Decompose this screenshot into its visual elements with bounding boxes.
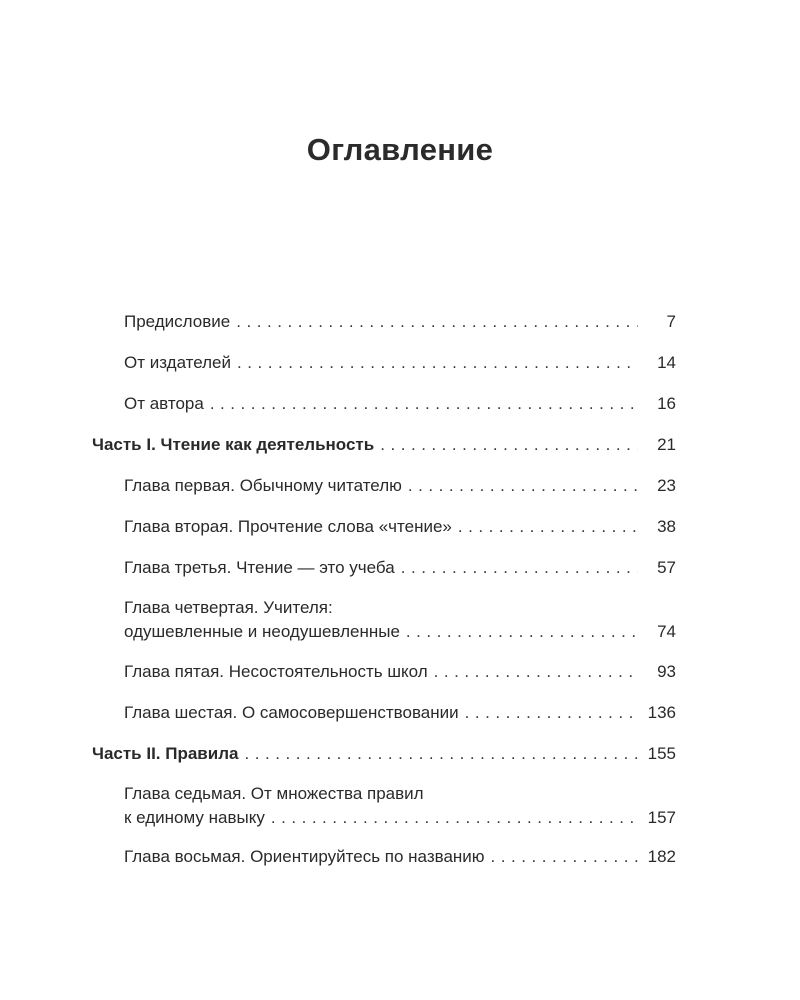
toc-entry-title: Глава восьмая. Ориентируйтесь по названию — [124, 847, 485, 866]
toc-entry-page: 93 — [657, 662, 676, 681]
dot-leader — [406, 620, 638, 644]
dot-leader — [271, 806, 638, 830]
toc-entry-chapter-2[interactable] — [124, 515, 676, 539]
toc-entry-page: 16 — [657, 394, 676, 413]
toc-entry-page: 21 — [657, 435, 676, 454]
toc-entry-title: Предисловие — [124, 312, 231, 331]
toc-entry-page: 23 — [657, 476, 676, 495]
toc-entry-title-line1: Глава четвертая. Учителя: — [124, 598, 333, 617]
dot-leader — [210, 392, 638, 416]
toc-entry-author[interactable] — [124, 392, 676, 416]
toc-entry-preface[interactable] — [124, 310, 676, 334]
toc-entry-chapter-6[interactable] — [124, 701, 676, 725]
dot-leader — [408, 474, 638, 498]
dot-leader — [458, 515, 638, 539]
toc-entry-chapter-7[interactable] — [124, 782, 676, 830]
page-title: Оглавление — [306, 132, 494, 167]
toc-entry-page: 74 — [657, 622, 676, 641]
toc-entry-title: Глава шестая. О самосовершенствовании — [124, 703, 459, 722]
toc-entry-title: От издателей — [124, 353, 232, 372]
toc-entry-page: 157 — [647, 808, 676, 827]
toc-entry-page: 136 — [647, 703, 676, 722]
dot-leader — [380, 433, 638, 457]
toc-entry-publishers[interactable] — [124, 351, 676, 375]
toc-part-2[interactable] — [92, 742, 676, 766]
toc-entry-page: 155 — [647, 744, 676, 763]
toc-entry-chapter-5[interactable] — [124, 660, 676, 684]
toc-entry-chapter-1[interactable] — [124, 474, 676, 498]
toc-entry-title: От автора — [124, 394, 204, 413]
toc-entry-title: Глава первая. Обычному читателю — [124, 476, 402, 495]
toc-entry-chapter-4[interactable] — [124, 596, 676, 644]
toc-entry-page: 38 — [657, 517, 676, 536]
toc-part-title: Часть I. Чтение как деятельность — [92, 435, 375, 454]
toc-entry-title-line2: к единому навыку — [124, 808, 265, 827]
toc-entry-page: 7 — [666, 312, 676, 331]
dot-leader — [434, 660, 638, 684]
toc-entry-page: 182 — [647, 847, 676, 866]
dot-leader — [236, 310, 638, 334]
toc-entry-page: 14 — [657, 353, 676, 372]
toc-entry-chapter-8[interactable] — [124, 845, 676, 869]
dot-leader — [237, 351, 638, 375]
toc-entry-title-line2: одушевленные и неодушевленные — [124, 622, 400, 641]
dot-leader — [465, 701, 638, 725]
toc-entry-chapter-3[interactable] — [124, 556, 676, 580]
dot-leader — [491, 845, 638, 869]
toc-part-1[interactable] — [92, 433, 676, 457]
toc-entry-title-line1: Глава седьмая. От множества правил — [124, 784, 424, 803]
toc-entry-page: 57 — [657, 558, 676, 577]
toc-entry-title: Глава третья. Чтение — это учеба — [124, 558, 395, 577]
toc-entry-title: Глава вторая. Прочтение слова «чтение» — [124, 517, 452, 536]
dot-leader — [244, 742, 638, 766]
dot-leader — [401, 556, 638, 580]
toc-entry-title: Глава пятая. Несостоятельность школ — [124, 662, 428, 681]
toc-part-title: Часть II. Правила — [92, 744, 239, 763]
